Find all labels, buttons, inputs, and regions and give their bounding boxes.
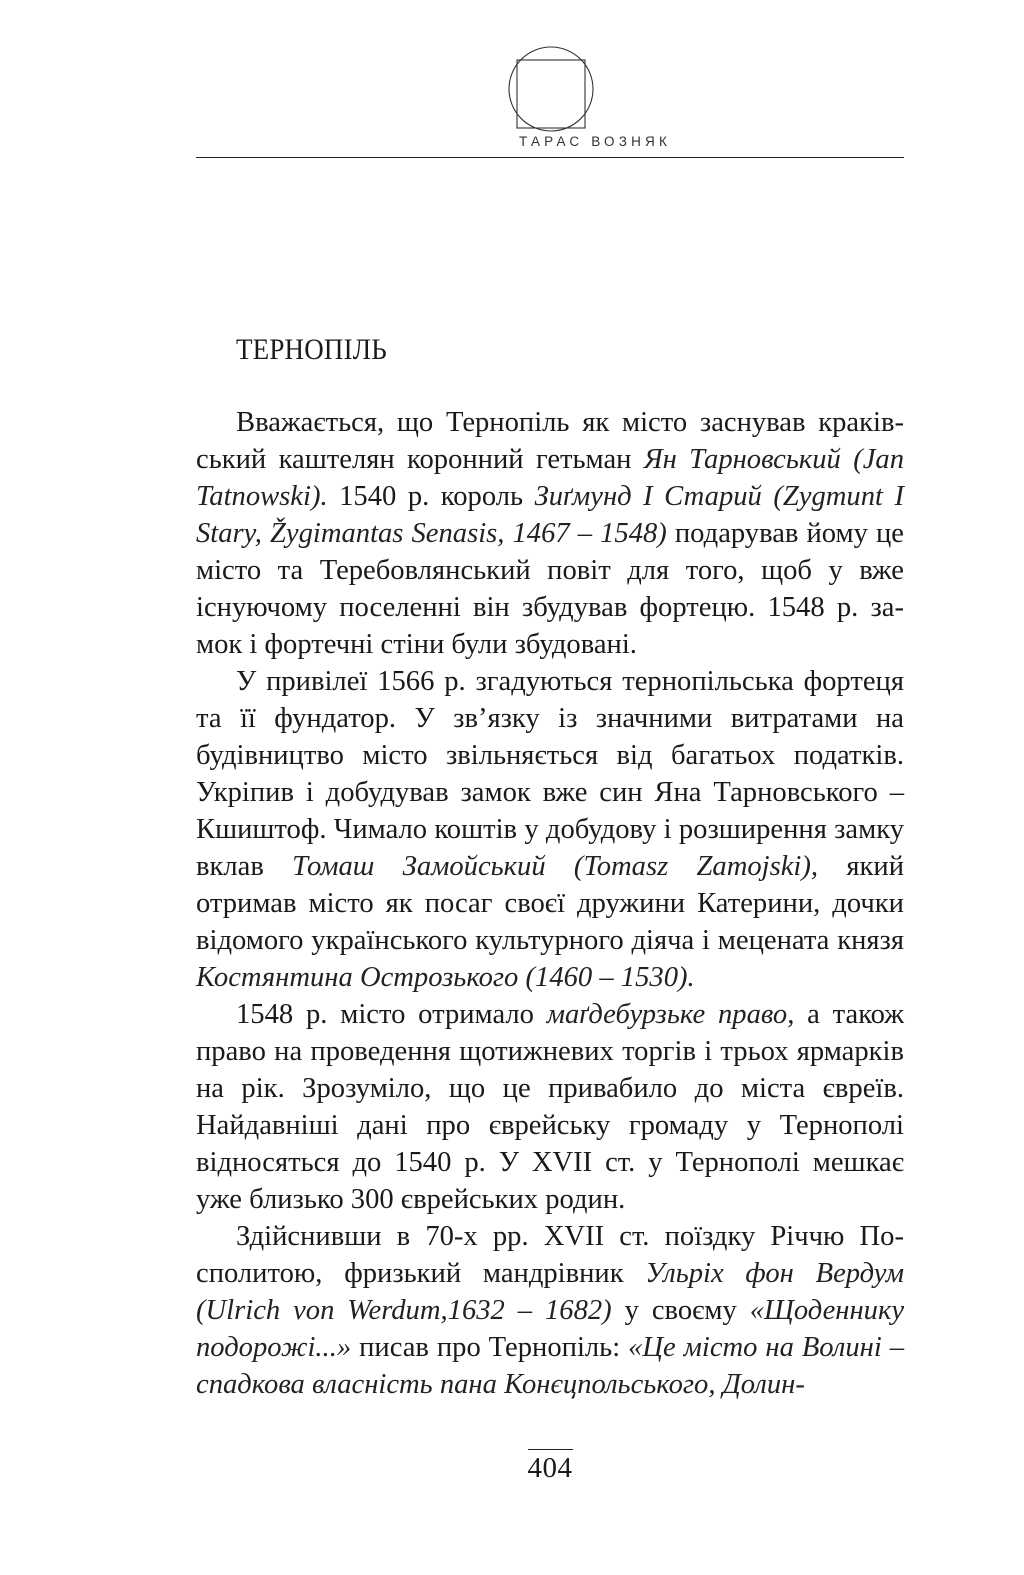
text-run: подарував йому це місто та Теребовлянський повіт для того, щоб у вже існуючому поселенні він збудував фортецю. 1548 р. замок і фортечні стіни були збудовані. xyxy=(196,518,904,660)
body-text xyxy=(196,404,904,1403)
text-run: у своєму xyxy=(611,1295,750,1326)
text-run: а також право на проведення щотижневих торгів і трьох ярмарків на рік. Зрозуміло, що це привабило до міста євреїв. Найдавніші дані про єврейську громаду у Тернополі відносяться до 1540 р. У XVII ст. у Тернополі мешкає уже близько 300 єврейських родин. xyxy=(196,999,904,1215)
text-run: Вважається, що Тернопіль як місто заснував краківський каштелян коронний гетьман xyxy=(196,407,904,475)
paragraph xyxy=(196,1218,904,1403)
italic-run: маґдебурзьке право, xyxy=(546,999,795,1030)
text-run: Здійснивши в 70-х рр. XVII ст. поїздку Річчю Посполитою, фризький мандрівник xyxy=(196,1221,904,1289)
italic-run: Зиґмунд І Старий (Zygmunt I Stary, Žygimantas Senasis, 1467 – 1548) xyxy=(196,481,904,549)
text-run: У привілеї 1566 р. згадуються тернопільська фортеця та її фундатор. У зв’язку із значними витратами на будівництво місто звільняється від багатьох податків. Укріпив і добудував замок вже син Яна Тарновського – Кшиштоф. Чимало коштів у добудову і розширення замку вклав xyxy=(196,666,904,882)
italic-run: Ян Тарновський (Jan Tatnowski). xyxy=(196,444,904,512)
header-rule xyxy=(196,157,904,158)
italic-run: «Це місто на Волині – спадкова власність пана Конєцпольського, Долин- xyxy=(196,1332,904,1400)
running-head: ТАРАС ВОЗНЯК xyxy=(518,134,672,149)
text-run: 1540 р. король xyxy=(327,481,535,512)
paragraph xyxy=(196,663,904,996)
page-number xyxy=(196,1449,904,1485)
chapter-title: ТЕРНОПІЛЬ xyxy=(236,333,387,366)
italic-run: Томаш Замойський (Tomasz Zamojski), xyxy=(292,851,819,882)
text-run: писав про Тернопіль: xyxy=(351,1332,629,1363)
page-number-label: 404 xyxy=(528,1449,573,1484)
italic-run: Ульріх фон Вердум (Ulrich von Werdum,1632 – 1682) xyxy=(196,1258,904,1326)
text-run: 1548 р. місто отримало xyxy=(236,999,547,1030)
italic-run: «Щоденнику подорожі...» xyxy=(196,1295,905,1363)
italic-run: Костянтина Острозького (1460 – 1530). xyxy=(196,962,695,993)
paragraph xyxy=(196,404,904,663)
text-run: який отримав місто як посаг своєї дружини Катерини, дочки відомого українського культурного діяча і мецената князя xyxy=(196,851,904,956)
circle-square-emblem-icon xyxy=(507,45,595,133)
paragraph xyxy=(196,996,904,1218)
